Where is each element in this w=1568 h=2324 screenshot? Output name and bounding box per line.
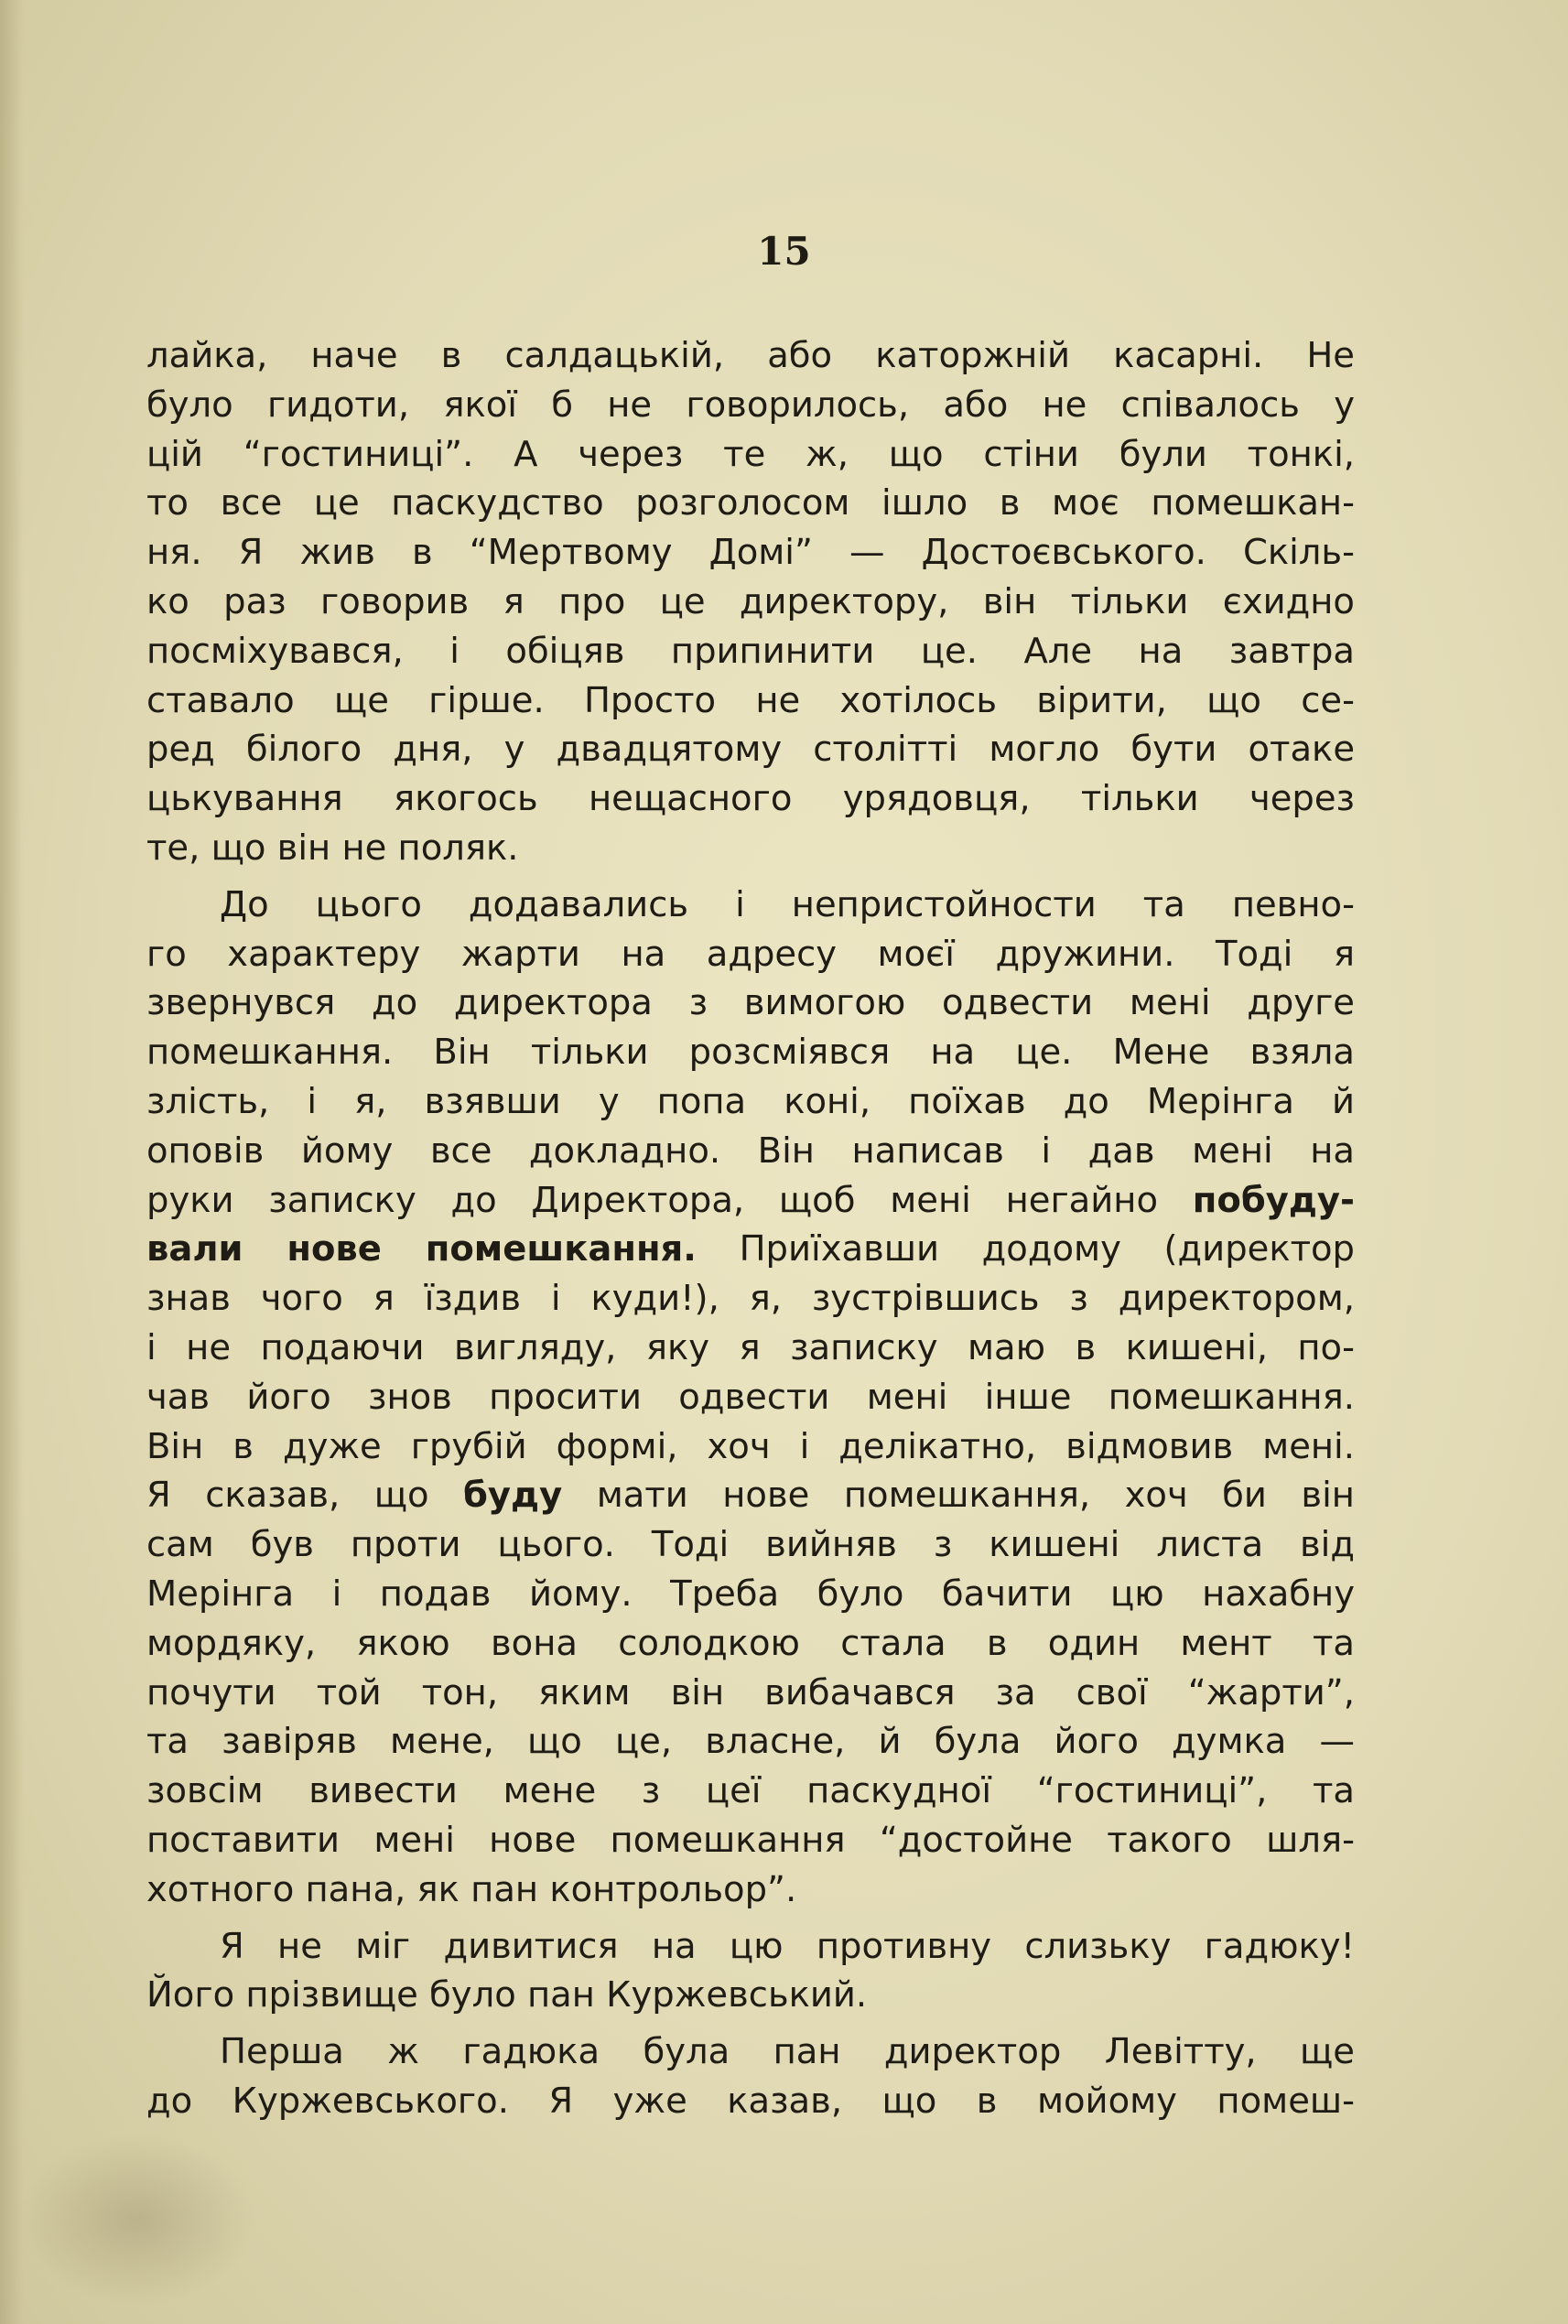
paragraph-2 [146,881,1355,1915]
paragraph-4 [146,2027,1355,2126]
bold-text: вали нове помешкання. [146,1228,697,1270]
text-line-with-bold [146,1176,1355,1226]
text-line: знав чого я їздив і куди!), я, зустрівшись з директором, [146,1278,1355,1320]
text-line: зовсім вивести мене з цеї паскудної “гостиниці”, та [146,1770,1355,1812]
paragraph-1 [146,331,1355,873]
text-segment: руки записку до Директора, щоб мені негайно [146,1179,1193,1221]
text-line: злість, і я, взявши у попа коні, поїхав до Мерінга й [146,1080,1355,1122]
text-line: го характеру жарти на адресу моєї дружини. Тоді я [146,933,1355,975]
text-line: і не подаючи вигляду, яку я записку маю в кишені, по- [146,1326,1355,1368]
text-line: ко раз говорив я про це директору, він тільки єхидно [146,580,1355,622]
text-line-with-bold [146,1471,1355,1520]
text-line: та завіряв мене, що це, власне, й була його думка — [146,1721,1355,1763]
body-text [146,331,1355,2126]
text-line: цій “гостиниці”. А через те ж, що стіни були тонкі, [146,433,1355,475]
fingerprint-smudge [18,2133,256,2307]
bold-text: буду [463,1475,563,1517]
text-line: До цього додавались і непристойности та певно- [220,883,1355,925]
text-line: оповів йому все докладно. Він написав і дав мені на [146,1130,1355,1172]
bold-text: побуду- [1192,1179,1355,1221]
text-segment: Я сказав, що [146,1475,464,1517]
text-line: те, що він не поляк. [146,827,519,869]
text-line: Перша ж гадюка була пан директор Левітту, ще [220,2031,1355,2073]
text-line: ставало ще гірше. Просто не хотілось вірити, що се- [146,679,1355,721]
text-line: лайка, наче в салдацькій, або каторжній касарні. Не [146,335,1355,376]
text-line: помешкання. Він тільки розсміявся на це. Мене взяла [146,1032,1355,1074]
text-line: ред білого дня, у двадцятому столітті могло бути отаке [146,729,1355,771]
text-line: було гидоти, якої б не говорилось, або не співалось у [146,384,1355,426]
text-line: Його прізвище було пан Куржевський. [146,1974,868,2016]
page-number: 15 [757,229,811,274]
text-line: Мерінга і подав йому. Треба було бачити цю нахабну [146,1573,1355,1615]
text-line: Він в дуже грубій формі, хоч і делікатно, відмовив мені. [146,1425,1355,1467]
text-line: Я не міг дивитися на цю противну слизьку гадюку! [220,1925,1355,1967]
text-line-with-bold [146,1225,1355,1274]
text-segment: мати нове помешкання, хоч би він [562,1475,1355,1517]
page-edge-shadow [0,0,24,2324]
text-line: звернувся до директора з вимогою одвести мені друге [146,982,1355,1024]
text-line: хотного пана, як пан контрольор”. [146,1868,797,1910]
text-line: до Куржевського. Я уже казав, що в мойому помеш- [146,2080,1355,2122]
text-line: мордяку, якою вона солодкою стала в один мент та [146,1622,1355,1664]
text-segment: Приїхавши додому (директор [696,1228,1355,1270]
text-line: ня. Я жив в “Мертвому Домі” — Достоєвського. Скіль- [146,532,1355,574]
text-line: поставити мені нове помешкання “достойне такого шля- [146,1819,1355,1861]
paragraph-3 [146,1922,1355,2021]
text-line: сам був проти цього. Тоді вийняв з кишені листа від [146,1524,1355,1566]
text-line: цькування якогось нещасного урядовця, тільки через [146,778,1355,820]
text-line: почути той тон, яким він вибачався за свої “жарти”, [146,1671,1355,1713]
text-line: то все це паскудство розголосом ішло в моє помешкан- [146,482,1355,524]
text-line: чав його знов просити одвести мені інше помешкання. [146,1376,1355,1418]
text-line: посміхувався, і обіцяв припинити це. Але на завтра [146,630,1355,672]
